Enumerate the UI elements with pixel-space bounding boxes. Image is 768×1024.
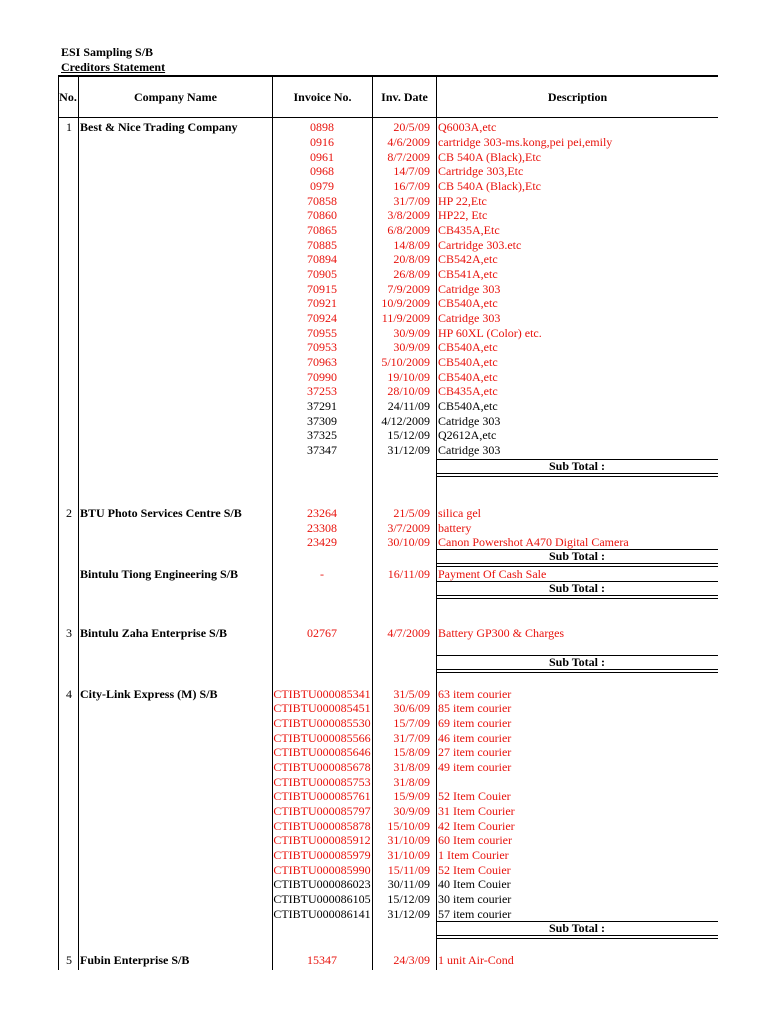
table-row bbox=[0, 414, 768, 429]
subtotal-label: Sub Total : bbox=[548, 581, 606, 595]
item-description: 57 item courier bbox=[438, 907, 512, 921]
row-number: 1 bbox=[66, 120, 72, 134]
subtotal-double-rule bbox=[436, 595, 718, 596]
invoice-date: 14/7/09 bbox=[393, 164, 430, 178]
invoice-number: 70963 bbox=[307, 355, 337, 369]
invoice-number: 0916 bbox=[310, 135, 334, 149]
invoice-number: 0968 bbox=[310, 164, 334, 178]
subtotal-double-rule bbox=[436, 473, 718, 474]
document-subtitle: Creditors Statement bbox=[61, 60, 166, 74]
company-name: Fubin Enterprise S/B bbox=[80, 953, 190, 967]
item-description: battery bbox=[438, 521, 472, 535]
table-row bbox=[0, 716, 768, 731]
invoice-number: 37309 bbox=[307, 414, 337, 428]
table-row bbox=[0, 428, 768, 443]
item-description: 31 Item Courier bbox=[438, 804, 515, 818]
invoice-number: 02767 bbox=[307, 626, 337, 640]
invoice-date: 8/7/2009 bbox=[387, 150, 430, 164]
item-description: Q6003A,etc bbox=[438, 120, 497, 134]
header-description: Description bbox=[547, 89, 608, 104]
table-row bbox=[0, 863, 768, 878]
table-row bbox=[0, 267, 768, 282]
invoice-date: 20/5/09 bbox=[393, 120, 430, 134]
invoice-date: 21/5/09 bbox=[393, 506, 430, 520]
item-description: HP22, Etc bbox=[438, 208, 488, 222]
invoice-date: 3/8/2009 bbox=[387, 208, 430, 222]
invoice-date: 30/6/09 bbox=[393, 701, 430, 715]
invoice-date: 15/10/09 bbox=[387, 819, 430, 833]
row-number: 3 bbox=[66, 626, 72, 640]
invoice-number: 70905 bbox=[307, 267, 337, 281]
item-description: 1 Item Courier bbox=[438, 848, 509, 862]
invoice-date: 31/12/09 bbox=[387, 443, 430, 457]
invoice-number: - bbox=[320, 567, 324, 581]
invoice-number: CTIBTU000085530 bbox=[273, 716, 371, 730]
table-row bbox=[0, 135, 768, 150]
invoice-number: 23264 bbox=[307, 506, 337, 520]
item-description: 46 item courier bbox=[438, 731, 512, 745]
subtotal-double-rule bbox=[436, 938, 718, 939]
header-invoice: Invoice No. bbox=[293, 89, 352, 104]
invoice-number: 70860 bbox=[307, 208, 337, 222]
table-row bbox=[0, 238, 768, 253]
invoice-date: 15/11/09 bbox=[387, 863, 430, 877]
item-description: CB540A,etc bbox=[438, 296, 498, 310]
invoice-date: 24/11/09 bbox=[387, 399, 430, 413]
subtotal-row bbox=[436, 459, 718, 475]
invoice-date: 15/12/09 bbox=[387, 892, 430, 906]
invoice-number: CTIBTU000085341 bbox=[273, 687, 371, 701]
item-description: CB 540A (Black),Etc bbox=[438, 179, 541, 193]
invoice-date: 16/7/09 bbox=[393, 179, 430, 193]
invoice-date: 30/9/09 bbox=[393, 340, 430, 354]
company-name: BTU Photo Services Centre S/B bbox=[80, 506, 242, 520]
table-row bbox=[0, 567, 768, 582]
invoice-date: 4/7/2009 bbox=[387, 626, 430, 640]
invoice-number: 70894 bbox=[307, 252, 337, 266]
subtotal-double-rule bbox=[436, 566, 718, 567]
table-row bbox=[0, 877, 768, 892]
subtotal-double-rule bbox=[436, 598, 718, 599]
item-description: Payment Of Cash Sale bbox=[438, 567, 547, 581]
invoice-date: 30/9/09 bbox=[393, 326, 430, 340]
invoice-number: 70885 bbox=[307, 238, 337, 252]
item-description: 52 Item Couier bbox=[438, 863, 511, 877]
company-name: Bintulu Tiong Engineering S/B bbox=[80, 567, 238, 581]
item-description: HP 60XL (Color) etc. bbox=[438, 326, 542, 340]
item-description: 69 item courier bbox=[438, 716, 512, 730]
item-description: 30 item courier bbox=[438, 892, 512, 906]
invoice-date: 31/10/09 bbox=[387, 848, 430, 862]
item-description: CB540A,etc bbox=[438, 355, 498, 369]
item-description: 85 item courier bbox=[438, 701, 512, 715]
subtotal-label: Sub Total : bbox=[548, 459, 606, 473]
table-row bbox=[0, 731, 768, 746]
invoice-number: CTIBTU000086023 bbox=[273, 877, 371, 891]
invoice-number: CTIBTU000085678 bbox=[273, 760, 371, 774]
item-description: silica gel bbox=[438, 506, 481, 520]
table-row bbox=[0, 953, 768, 968]
company-name: City-Link Express (M) S/B bbox=[80, 687, 218, 701]
row-number: 4 bbox=[66, 687, 72, 701]
invoice-number: CTIBTU000085451 bbox=[273, 701, 371, 715]
invoice-date: 31/8/09 bbox=[393, 775, 430, 789]
document-title: ESI Sampling S/B bbox=[61, 45, 154, 59]
subtotal-row bbox=[436, 921, 718, 937]
invoice-number: 0898 bbox=[310, 120, 334, 134]
item-description: Catridge 303 bbox=[438, 282, 501, 296]
item-description: CB435A,Etc bbox=[438, 223, 500, 237]
table-row bbox=[0, 340, 768, 355]
item-description: CB542A,etc bbox=[438, 252, 498, 266]
header-no: No. bbox=[59, 89, 77, 104]
table-row bbox=[0, 311, 768, 326]
item-description: HP 22,Etc bbox=[438, 194, 487, 208]
invoice-date: 15/12/09 bbox=[387, 428, 430, 442]
item-description: cartridge 303-ms.kong,pei pei,emily bbox=[438, 135, 613, 149]
invoice-number: CTIBTU000085979 bbox=[273, 848, 371, 862]
item-description: Cartridge 303.etc bbox=[438, 238, 522, 252]
table-row bbox=[0, 223, 768, 238]
invoice-number: 37291 bbox=[307, 399, 337, 413]
table-row bbox=[0, 384, 768, 399]
item-description: Catridge 303 bbox=[438, 443, 501, 457]
item-description: Cartridge 303,Etc bbox=[438, 164, 524, 178]
invoice-date: 4/12/2009 bbox=[381, 414, 430, 428]
table-row bbox=[0, 760, 768, 775]
invoice-date: 4/6/2009 bbox=[387, 135, 430, 149]
invoice-date: 15/9/09 bbox=[393, 789, 430, 803]
table-row bbox=[0, 745, 768, 760]
subtotal-double-rule bbox=[436, 935, 718, 936]
subtotal-row bbox=[436, 581, 718, 597]
table-row bbox=[0, 535, 768, 550]
invoice-date: 31/7/09 bbox=[393, 731, 430, 745]
item-description: CB540A,etc bbox=[438, 399, 498, 413]
item-description: Catridge 303 bbox=[438, 414, 501, 428]
invoice-date: 16/11/09 bbox=[387, 567, 430, 581]
subtotal-double-rule bbox=[436, 563, 718, 564]
subtotal-double-rule bbox=[436, 672, 718, 673]
table-row bbox=[0, 687, 768, 702]
invoice-date: 14/8/09 bbox=[393, 238, 430, 252]
invoice-number: 15347 bbox=[307, 953, 337, 967]
invoice-date: 6/8/2009 bbox=[387, 223, 430, 237]
row-number: 5 bbox=[66, 953, 72, 967]
table-row bbox=[0, 164, 768, 179]
invoice-date: 30/10/09 bbox=[387, 535, 430, 549]
table-row bbox=[0, 506, 768, 521]
item-description: 42 Item Courier bbox=[438, 819, 515, 833]
table-row bbox=[0, 194, 768, 209]
invoice-number: CTIBTU000085761 bbox=[273, 789, 371, 803]
item-description: 52 Item Couier bbox=[438, 789, 511, 803]
invoice-date: 31/10/09 bbox=[387, 833, 430, 847]
item-description: CB540A,etc bbox=[438, 340, 498, 354]
subtotal-double-rule bbox=[436, 669, 718, 670]
company-name: Bintulu Zaha Enterprise S/B bbox=[80, 626, 228, 640]
invoice-number: 70990 bbox=[307, 370, 337, 384]
invoice-number: 70865 bbox=[307, 223, 337, 237]
table-row bbox=[0, 848, 768, 863]
invoice-number: 70858 bbox=[307, 194, 337, 208]
invoice-number: 0961 bbox=[310, 150, 334, 164]
invoice-number: CTIBTU000085646 bbox=[273, 745, 371, 759]
item-description: CB540A,etc bbox=[438, 370, 498, 384]
item-description: Catridge 303 bbox=[438, 311, 501, 325]
invoice-number: CTIBTU000085912 bbox=[273, 833, 371, 847]
invoice-number: 0979 bbox=[310, 179, 334, 193]
table-row bbox=[0, 150, 768, 165]
item-description: Q2612A,etc bbox=[438, 428, 497, 442]
invoice-date: 30/9/09 bbox=[393, 804, 430, 818]
invoice-date: 30/11/09 bbox=[387, 877, 430, 891]
table-row bbox=[0, 701, 768, 716]
invoice-date: 31/8/09 bbox=[393, 760, 430, 774]
invoice-number: 70955 bbox=[307, 326, 337, 340]
table-row bbox=[0, 892, 768, 907]
invoice-number: 70953 bbox=[307, 340, 337, 354]
company-name: Best & Nice Trading Company bbox=[80, 120, 238, 134]
invoice-number: CTIBTU000085753 bbox=[273, 775, 371, 789]
invoice-number: 37347 bbox=[307, 443, 337, 457]
invoice-number: 70915 bbox=[307, 282, 337, 296]
invoice-number: CTIBTU000085797 bbox=[273, 804, 371, 818]
invoice-number: 70921 bbox=[307, 296, 337, 310]
invoice-date: 20/8/09 bbox=[393, 252, 430, 266]
table-row bbox=[0, 355, 768, 370]
invoice-date: 31/5/09 bbox=[393, 687, 430, 701]
subtotal-label: Sub Total : bbox=[548, 655, 606, 669]
table-row bbox=[0, 208, 768, 223]
table-row bbox=[0, 789, 768, 804]
invoice-date: 10/9/2009 bbox=[381, 296, 430, 310]
invoice-date: 19/10/09 bbox=[387, 370, 430, 384]
table-row bbox=[0, 833, 768, 848]
table-row bbox=[0, 179, 768, 194]
subtotal-row bbox=[436, 655, 718, 671]
table-row bbox=[0, 399, 768, 414]
row-number: 2 bbox=[66, 506, 72, 520]
item-description: 40 Item Couier bbox=[438, 877, 511, 891]
invoice-date: 11/9/2009 bbox=[381, 311, 430, 325]
header-date: Inv. Date bbox=[381, 89, 428, 104]
table-row bbox=[0, 326, 768, 341]
invoice-number: CTIBTU000086105 bbox=[273, 892, 371, 906]
invoice-date: 31/12/09 bbox=[387, 907, 430, 921]
invoice-number: CTIBTU000085566 bbox=[273, 731, 371, 745]
invoice-date: 7/9/2009 bbox=[387, 282, 430, 296]
table-row bbox=[0, 296, 768, 311]
item-description: CB541A,etc bbox=[438, 267, 498, 281]
invoice-number: CTIBTU000085878 bbox=[273, 819, 371, 833]
item-description: 60 Item courier bbox=[438, 833, 512, 847]
invoice-date: 15/7/09 bbox=[393, 716, 430, 730]
invoice-date: 28/10/09 bbox=[387, 384, 430, 398]
subtotal-label: Sub Total : bbox=[548, 549, 606, 563]
table-row bbox=[0, 370, 768, 385]
invoice-number: CTIBTU000085990 bbox=[273, 863, 371, 877]
table-row bbox=[0, 252, 768, 267]
item-description: CB435A,etc bbox=[438, 384, 498, 398]
invoice-number: 23308 bbox=[307, 521, 337, 535]
invoice-number: 70924 bbox=[307, 311, 337, 325]
table-row bbox=[0, 120, 768, 135]
item-description: Canon Powershot A470 Digital Camera bbox=[438, 535, 629, 549]
item-description: Battery GP300 & Charges bbox=[438, 626, 565, 640]
table-row bbox=[0, 626, 768, 641]
invoice-number: 23429 bbox=[307, 535, 337, 549]
item-description: 49 item courier bbox=[438, 760, 512, 774]
item-description: 1 unit Air-Cond bbox=[438, 953, 514, 967]
subtotal-label: Sub Total : bbox=[548, 921, 606, 935]
table-row bbox=[0, 819, 768, 834]
invoice-number: 37253 bbox=[307, 384, 337, 398]
subtotal-double-rule bbox=[436, 476, 718, 477]
invoice-date: 15/8/09 bbox=[393, 745, 430, 759]
table-row bbox=[0, 443, 768, 458]
invoice-date: 24/3/09 bbox=[393, 953, 430, 967]
table-row bbox=[0, 521, 768, 536]
header-company: Company Name bbox=[134, 89, 217, 104]
table-row bbox=[0, 804, 768, 819]
invoice-number: 37325 bbox=[307, 428, 337, 442]
invoice-date: 31/7/09 bbox=[393, 194, 430, 208]
invoice-date: 5/10/2009 bbox=[381, 355, 430, 369]
table-row bbox=[0, 907, 768, 922]
invoice-date: 26/8/09 bbox=[393, 267, 430, 281]
subtotal-row bbox=[436, 549, 718, 565]
invoice-date: 3/7/2009 bbox=[387, 521, 430, 535]
item-description: 63 item courier bbox=[438, 687, 512, 701]
table-row bbox=[0, 775, 768, 790]
table-row bbox=[0, 282, 768, 297]
invoice-number: CTIBTU000086141 bbox=[273, 907, 371, 921]
item-description: CB 540A (Black),Etc bbox=[438, 150, 541, 164]
item-description: 27 item courier bbox=[438, 745, 512, 759]
